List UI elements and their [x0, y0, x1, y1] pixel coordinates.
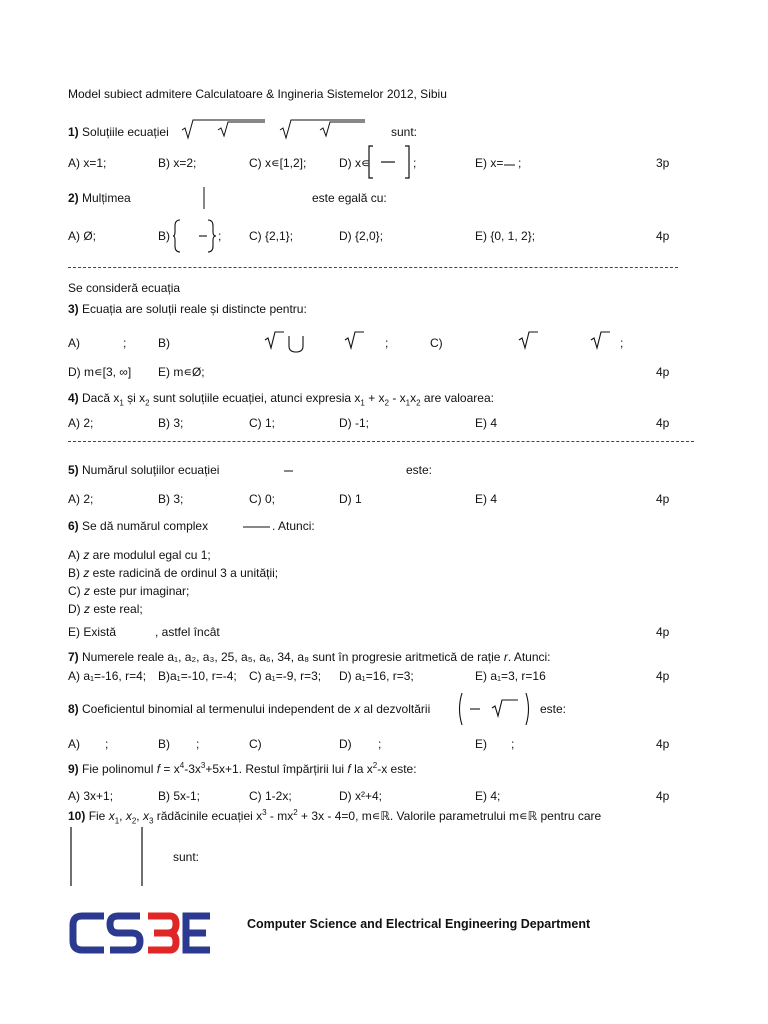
p5-option-b: B) 3; — [158, 492, 184, 506]
problem-8-suffix: este: — [540, 702, 567, 716]
p1-option-c: C) x∊[1,2]; — [249, 156, 307, 170]
p2-option-a: A) Ø; — [68, 229, 97, 243]
p2-option-b: B) — [158, 229, 170, 243]
p1-option-d-interval — [367, 144, 412, 180]
p6-option-e-suffix: , astfel încât — [155, 625, 220, 639]
p6-option-d: D) z este real; — [68, 602, 143, 616]
p3-option-c-expression — [518, 330, 618, 350]
problem-5-fraction — [283, 469, 295, 473]
p9-points: 4p — [656, 789, 670, 803]
problem-10-determinant-bars — [69, 826, 149, 888]
p8-option-a: A) — [68, 737, 80, 751]
problem-2-statement: 2) Mulțimea — [68, 191, 131, 205]
problem-1-suffix: sunt: — [391, 125, 418, 139]
p1-option-e-end: ; — [518, 156, 522, 170]
p4-option-d: D) -1; — [339, 416, 369, 430]
p8-option-d-end: ; — [378, 737, 382, 751]
p6-points: 4p — [656, 625, 670, 639]
p8-option-e-end: ; — [511, 737, 515, 751]
problem-10-statement: 10) Fie $x_1$, $x_2$, $x_3$ rădăcinile ecuației $x^3 - mx^2 + 3x - 4=0$, m∊ℝ. Valorile parametrului m∊ℝ pentru care — [68, 808, 602, 826]
p1-option-d-end: ; — [413, 156, 417, 170]
p4-option-b: B) 3; — [158, 416, 184, 430]
p6-option-e-prefix: E) Există — [68, 625, 117, 639]
p8-points: 4p — [656, 737, 670, 751]
p8-option-b-end: ; — [196, 737, 200, 751]
p1-option-a: A) x=1; — [68, 156, 107, 170]
p3-option-d: D) m∊[3, ∞] — [68, 365, 132, 379]
p8-option-a-end: ; — [105, 737, 109, 751]
p5-points: 4p — [656, 492, 670, 506]
p7-points: 4p — [656, 669, 670, 683]
p2-points: 4p — [656, 229, 670, 243]
problem-5-statement: 5) Numărul soluțiilor ecuației — [68, 463, 220, 477]
p1-option-b: B) x=2; — [158, 156, 197, 170]
p6-option-b: B) z este radicină de ordinul 3 a unității; — [68, 566, 279, 580]
p9-option-a: A) 3x+1; — [68, 789, 114, 803]
p3-option-a-end: ; — [123, 336, 127, 350]
problem-10-suffix: sunt: — [173, 850, 200, 864]
problem-1-radical-expression — [180, 118, 370, 140]
p5-option-a: A) 2; — [68, 492, 94, 506]
problem-1-statement: 1) Soluțiile ecuației — [68, 125, 169, 139]
footer-department: Computer Science and Electrical Engineering Department — [247, 917, 591, 931]
p5-option-e: E) 4 — [475, 492, 498, 506]
p3-option-c-end: ; — [620, 336, 624, 350]
p7-option-d: D) a₁=16, r=3; — [339, 669, 414, 683]
p9-option-d: D) x²+4; — [339, 789, 383, 803]
p3-option-a: A) — [68, 336, 80, 350]
problem-2-set-bar — [202, 186, 206, 210]
p8-option-d: D) — [339, 737, 352, 751]
problem-6-fraction — [242, 525, 272, 529]
p8-option-e: E) — [475, 737, 487, 751]
p3-option-e: E) m∊Ø; — [158, 365, 205, 379]
p4-points: 4p — [656, 416, 670, 430]
problem-8-statement: 8) Coeficientul binomial al termenului independent de x al dezvoltării — [68, 702, 431, 716]
p1-option-d: D) x∊ — [339, 156, 370, 170]
p3-option-b-expression — [264, 330, 369, 354]
section-divider — [68, 441, 694, 443]
p4-option-c: C) 1; — [249, 416, 276, 430]
p3-option-b: B) — [158, 336, 170, 350]
p4-option-a: A) 2; — [68, 416, 94, 430]
p1-points: 3p — [656, 156, 670, 170]
p2-option-b-set — [172, 218, 218, 254]
p1-option-e-fraction — [503, 163, 517, 167]
problem-5-suffix: este: — [406, 463, 433, 477]
p8-option-b: B) — [158, 737, 170, 751]
problem-6-suffix: . Atunci: — [272, 519, 315, 533]
problem-6-statement: 6) Se dă numărul complex — [68, 519, 209, 533]
p4-option-e: E) 4 — [475, 416, 498, 430]
problem-8-binomial-expression — [456, 692, 532, 726]
problem-3-statement: 3) Ecuația are soluții reale și distincte pentru: — [68, 302, 307, 316]
p8-option-c: C) — [249, 737, 262, 751]
p9-option-e: E) 4; — [475, 789, 501, 803]
p2-option-b-end: ; — [218, 229, 222, 243]
problem-7-statement: 7) Numerele reale a₁, a₂, a₃, 25, a₅, a₆, 34, a₈ sunt în progresie aritmetică de rație r. Atunci: — [68, 650, 551, 664]
p2-option-e: E) {0, 1, 2}; — [475, 229, 536, 243]
p7-option-c: C) a₁=-9, r=3; — [249, 669, 322, 683]
document-title: Model subiect admitere Calculatoare & Ingineria Sistemelor 2012, Sibiu — [68, 87, 447, 101]
p6-option-c: C) z este pur imaginar; — [68, 584, 190, 598]
section-divider — [68, 267, 678, 269]
section-context: Se consideră ecuația — [68, 281, 181, 295]
p7-option-b: B)a₁=-10, r=-4; — [158, 669, 237, 683]
p3-points: 4p — [656, 365, 670, 379]
p7-option-e: E) a₁=3, r=16 — [475, 669, 546, 683]
problem-9-statement: 9) Fie polinomul $f = x^4-3x^3+5x+1$. Restul împărțirii lui f la $x^2-x$ este: — [68, 761, 417, 776]
p6-option-a: A) z are modulul egal cu 1; — [68, 548, 211, 562]
p2-option-d: D) {2,0}; — [339, 229, 384, 243]
p7-option-a: A) a₁=-16, r=4; — [68, 669, 147, 683]
p3-option-b-end: ; — [385, 336, 389, 350]
cs3e-logo — [68, 908, 214, 958]
p2-option-c: C) {2,1}; — [249, 229, 294, 243]
p3-option-c: C) — [430, 336, 443, 350]
p9-option-c: C) 1-2x; — [249, 789, 292, 803]
p5-option-d: D) 1 — [339, 492, 362, 506]
p9-option-b: B) 5x-1; — [158, 789, 201, 803]
problem-2-suffix: este egală cu: — [312, 191, 387, 205]
p1-option-e: E) x= — [475, 156, 504, 170]
problem-4-statement: 4) Dacă $x_1$ și $x_2$ sunt soluțiile ecuației, atunci expresia $x_1 + x_2 - x_1x_2$ are valoarea: — [68, 391, 494, 408]
p5-option-c: C) 0; — [249, 492, 276, 506]
